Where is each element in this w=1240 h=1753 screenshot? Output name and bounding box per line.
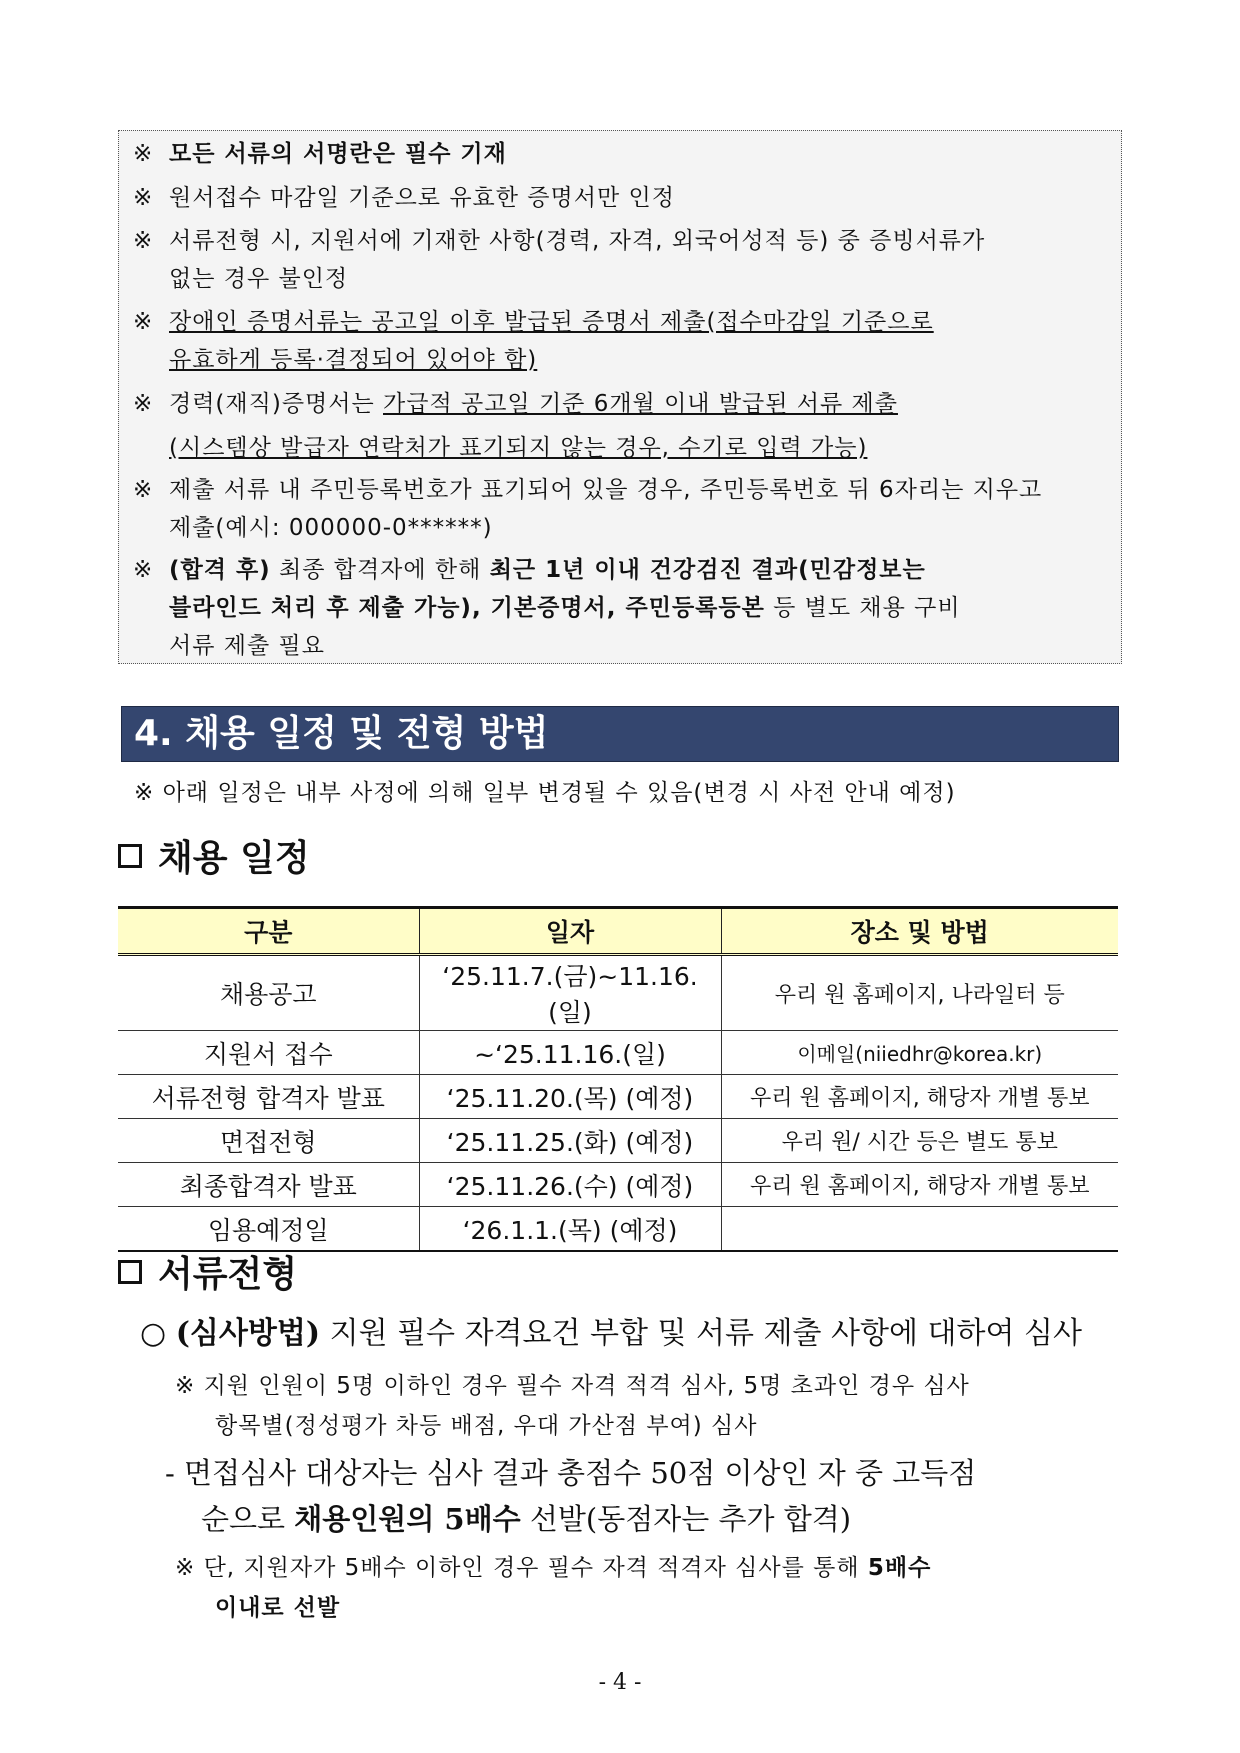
- rule-plain: 선발(동점자는 추가 합격): [520, 1502, 852, 1536]
- section-note: ※ 아래 일정은 내부 사정에 의해 일부 변경될 수 있음(변경 시 사전 안내 예정): [134, 780, 956, 806]
- table-header-row: [118, 908, 1118, 955]
- rule-plain: 순으로: [201, 1502, 295, 1536]
- schedule-heading: [118, 830, 310, 881]
- table-cell: 최종합격자 발표: [118, 1163, 419, 1207]
- table-row: [118, 1119, 1118, 1163]
- note-text: 유효하게 등록·결정되어 있어야 함): [169, 347, 538, 373]
- table-cell: [721, 1207, 1118, 1252]
- table-cell: ‘25.11.20.(목) (예정): [419, 1075, 721, 1119]
- note-plain: 경력(재직)증명서는: [169, 391, 384, 417]
- screening-method: [140, 1308, 1082, 1352]
- table-cell: 지원서 접수: [118, 1031, 419, 1075]
- note-text: [169, 589, 1103, 627]
- note-mark: ※: [133, 228, 154, 254]
- note-bold: 최근 1년 이내 건강검진 결과(민감정보는: [489, 557, 926, 583]
- table-cell: 우리 원 홈페이지, 나라일터 등: [721, 955, 1118, 1031]
- note-signature: [133, 135, 1103, 173]
- table-cell: ‘25.11.25.(화) (예정): [419, 1119, 721, 1163]
- page-number: - 4 -: [598, 1670, 642, 1695]
- note-text: (시스템상 발급자 연락처가 표기되지 않는 경우, 수기로 입력 가능): [169, 435, 868, 461]
- table-cell: ‘26.1.1.(목) (예정): [419, 1207, 721, 1252]
- note-mark: ※: [133, 185, 154, 211]
- note-text: [169, 551, 1103, 589]
- note-text: [169, 385, 1103, 423]
- note-line: [175, 1555, 931, 1581]
- bullet-circle: ○: [140, 1316, 167, 1351]
- checkbox-square-icon: [118, 844, 142, 868]
- table-row: [118, 1207, 1118, 1252]
- method-text: 지원 필수 자격요건 부합 및 서류 제출 사항에 대하여 심사: [320, 1316, 1082, 1351]
- note-career: [133, 385, 1103, 467]
- note-text: 서류 제출 필요: [169, 633, 325, 659]
- table-cell: 채용공고: [118, 955, 419, 1031]
- note-plain: ※ 단, 지원자가 5배수 이하인 경우 필수 자격 적격자 심사를 통해: [175, 1555, 868, 1581]
- table-cell: 이메일(niiedhr@korea.kr): [721, 1031, 1118, 1075]
- note-plain: 최종 합격자에 한해: [270, 557, 490, 583]
- table-row: [118, 1075, 1118, 1119]
- note-text: 장애인 증명서류는 공고일 이후 발급된 증명서 제출(접수마감일 기준으로: [169, 309, 934, 335]
- note-mark: ※: [133, 141, 154, 167]
- rule-bold: 채용인원의 5배수: [294, 1502, 521, 1536]
- note-text: 제출(예시: 000000-0******): [169, 515, 493, 541]
- heading-text: 채용 일정: [158, 838, 310, 879]
- notes-box: [118, 130, 1122, 664]
- note-underlined: 가급적 공고일 기준 6개월 이내 발급된 서류 제출: [383, 391, 898, 417]
- table-row: [118, 955, 1118, 1031]
- rule-line: [165, 1496, 1125, 1542]
- note-evidence: [133, 222, 1103, 298]
- schedule-table: [118, 906, 1118, 1252]
- table-cell: 우리 원/ 시간 등은 별도 통보: [721, 1119, 1118, 1163]
- column-header: 일자: [419, 908, 721, 955]
- note-after-pass: [133, 551, 1103, 665]
- note-mark: ※: [133, 557, 154, 583]
- note-line: 항목별(정성평가 차등 배점, 우대 가산점 부여) 심사: [215, 1413, 758, 1439]
- screening-interview-rule: [165, 1450, 1125, 1542]
- note-mark: ※: [133, 477, 154, 503]
- note-line: ※ 지원 인원이 5명 이하인 경우 필수 자격 적격 심사, 5명 초과인 경우 심사: [175, 1373, 970, 1399]
- section-title: 4. 채용 일정 및 전형 방법: [121, 706, 1119, 762]
- note-bold: 5배수: [867, 1555, 932, 1581]
- note-text: 원서접수 마감일 기준으로 유효한 증명서만 인정: [169, 185, 675, 211]
- note-text: 모든 서류의 서명란은 필수 기재: [169, 141, 507, 167]
- note-text: 없는 경우 불인정: [169, 266, 349, 292]
- note-text: 서류전형 시, 지원서에 기재한 사항(경력, 자격, 외국어성적 등) 중 증빙서류가: [169, 228, 986, 254]
- table-cell: 임용예정일: [118, 1207, 419, 1252]
- note-text: 제출 서류 내 주민등록번호가 표기되어 있을 경우, 주민등록번호 뒤 6자리는 지우고: [169, 477, 1043, 503]
- note-bold: 블라인드 처리 후 제출 가능), 기본증명서, 주민등록등본: [169, 595, 765, 621]
- table-cell: ~‘25.11.16.(일): [419, 1031, 721, 1075]
- screening-note-1: [175, 1366, 1120, 1446]
- note-rrn: [133, 471, 1103, 547]
- note-mark: ※: [133, 309, 154, 335]
- table-row: [118, 1163, 1118, 1207]
- table-cell: 우리 원 홈페이지, 해당자 개별 통보: [721, 1163, 1118, 1207]
- screening-note-2: [175, 1548, 1120, 1628]
- table-cell: 면접전형: [118, 1119, 419, 1163]
- method-label: (심사방법): [175, 1316, 321, 1351]
- note-plain: 등 별도 채용 구비: [764, 595, 961, 621]
- checkbox-square-icon: [118, 1260, 142, 1284]
- column-header: 장소 및 방법: [721, 908, 1118, 955]
- note-line: 이내로 선발: [215, 1595, 341, 1621]
- table-row: [118, 1031, 1118, 1075]
- screening-heading: [118, 1246, 297, 1297]
- rule-line: - 면접심사 대상자는 심사 결과 총점수 50점 이상인 자 중 고득점: [165, 1456, 977, 1490]
- column-header: 구분: [118, 908, 419, 955]
- note-disability: [133, 303, 1103, 379]
- table-cell: 우리 원 홈페이지, 해당자 개별 통보: [721, 1075, 1118, 1119]
- note-bold: (합격 후): [169, 557, 271, 583]
- heading-text: 서류전형: [158, 1254, 298, 1295]
- table-cell: ‘25.11.26.(수) (예정): [419, 1163, 721, 1207]
- table-cell: ‘25.11.7.(금)~11.16.(일): [419, 955, 721, 1031]
- table-cell: 서류전형 합격자 발표: [118, 1075, 419, 1119]
- note-valid-cert: [133, 179, 1103, 217]
- note-mark: ※: [133, 391, 154, 417]
